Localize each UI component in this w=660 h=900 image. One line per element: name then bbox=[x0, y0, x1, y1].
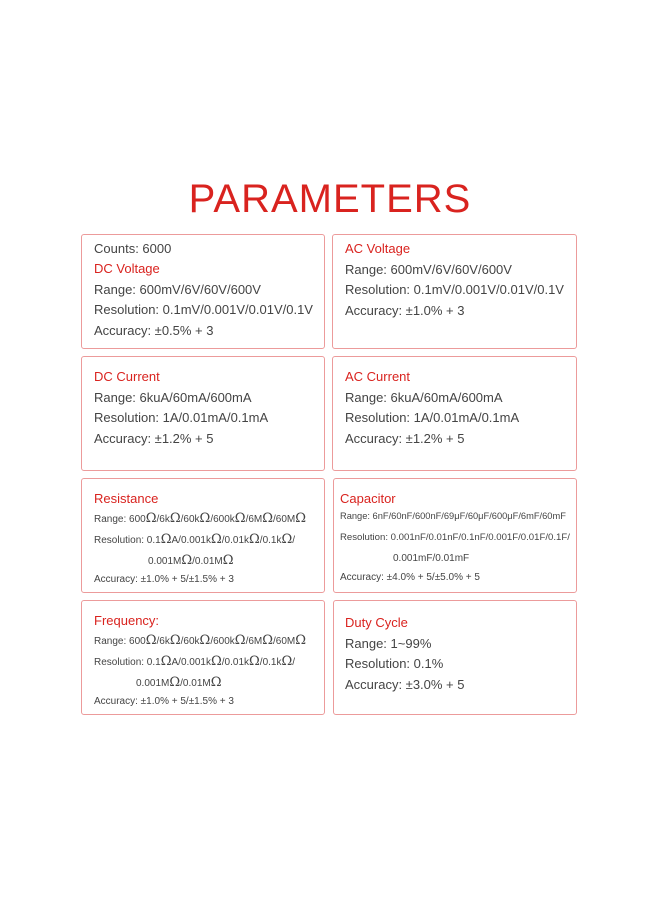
counts-text: Counts: 6000 bbox=[94, 241, 172, 256]
ac-current-range: Range: 6kuA/60mA/600mA bbox=[345, 390, 503, 405]
duty-cycle-range: Range: 1~99% bbox=[345, 636, 432, 651]
ohm-icon: Ω bbox=[169, 511, 181, 526]
ohm-icon: Ω bbox=[145, 633, 157, 648]
dc-voltage-card bbox=[81, 234, 325, 349]
ac-current-heading: AC Current bbox=[345, 369, 411, 384]
capacitor-accuracy: Accuracy: ±4.0% + 5/±5.0% + 5 bbox=[340, 572, 480, 583]
capacitor-resolution-2: 0.001mF/0.01mF bbox=[393, 553, 470, 564]
dc-current-range: Range: 6kuA/60mA/600mA bbox=[94, 390, 252, 405]
ohm-icon: Ω bbox=[210, 532, 222, 547]
ohm-icon: Ω bbox=[234, 633, 246, 648]
capacitor-heading: Capacitor bbox=[340, 491, 396, 506]
resistance-card bbox=[81, 478, 325, 593]
dc-voltage-heading: DC Voltage bbox=[94, 261, 160, 276]
frequency-range: Range: 600Ω/6kΩ/60kΩ/600kΩ/6MΩ/60MΩ bbox=[94, 633, 307, 648]
ohm-icon: Ω bbox=[160, 654, 172, 669]
dc-current-accuracy: Accuracy: ±1.2% + 5 bbox=[94, 431, 214, 446]
duty-cycle-card bbox=[333, 600, 577, 715]
capacitor-range: Range: 6nF/60nF/600nF/69μF/60μF/600μF/6mF/60mF bbox=[340, 511, 566, 521]
duty-cycle-heading: Duty Cycle bbox=[345, 615, 408, 630]
frequency-heading: Frequency: bbox=[94, 613, 160, 628]
ac-current-accuracy: Accuracy: ±1.2% + 5 bbox=[345, 431, 465, 446]
ac-voltage-card bbox=[332, 234, 577, 349]
dc-current-heading: DC Current bbox=[94, 369, 160, 384]
ac-voltage-resolution: Resolution: 0.1mV/0.001V/0.01V/0.1V bbox=[345, 282, 564, 297]
ohm-icon: Ω bbox=[145, 511, 157, 526]
ac-current-card bbox=[332, 356, 577, 471]
ohm-icon: Ω bbox=[199, 511, 211, 526]
ohm-icon: Ω bbox=[210, 675, 222, 690]
ohm-icon: Ω bbox=[181, 553, 193, 568]
ohm-icon: Ω bbox=[249, 532, 260, 547]
duty-cycle-accuracy: Accuracy: ±3.0% + 5 bbox=[345, 677, 465, 692]
ac-voltage-accuracy: Accuracy: ±1.0% + 3 bbox=[345, 303, 465, 318]
ohm-icon: Ω bbox=[295, 511, 307, 526]
ohm-icon: Ω bbox=[262, 633, 274, 648]
ohm-icon: Ω bbox=[262, 511, 274, 526]
frequency-resolution-2: 0.001MΩ/0.01MΩ bbox=[136, 675, 222, 690]
ohm-icon: Ω bbox=[199, 633, 211, 648]
frequency-resolution-1: Resolution: 0.1ΩA/0.001kΩ/0.01kΩ/0.1kΩ/ bbox=[94, 654, 296, 669]
ohm-icon: Ω bbox=[210, 654, 222, 669]
ohm-icon: Ω bbox=[281, 654, 293, 669]
ohm-icon: Ω bbox=[281, 532, 293, 547]
frequency-card bbox=[81, 600, 325, 715]
resistance-range: Range: 600Ω/6kΩ/60kΩ/600kΩ/6MΩ/60MΩ bbox=[94, 511, 307, 526]
resistance-heading: Resistance bbox=[94, 491, 159, 506]
ohm-icon: Ω bbox=[222, 553, 234, 568]
ohm-icon: Ω bbox=[234, 511, 246, 526]
dc-current-card bbox=[81, 356, 325, 471]
resistance-accuracy: Accuracy: ±1.0% + 5/±1.5% + 3 bbox=[94, 574, 234, 585]
ohm-icon: Ω bbox=[249, 654, 260, 669]
resistance-resolution-1: Resolution: 0.1ΩA/0.001kΩ/0.01kΩ/0.1kΩ/ bbox=[94, 532, 296, 547]
resistance-resolution-2: 0.001MΩ/0.01MΩ bbox=[148, 553, 234, 568]
ohm-icon: Ω bbox=[169, 675, 181, 690]
dc-voltage-range: Range: 600mV/6V/60V/600V bbox=[94, 282, 261, 297]
duty-cycle-resolution: Resolution: 0.1% bbox=[345, 656, 444, 671]
ohm-icon: Ω bbox=[160, 532, 172, 547]
capacitor-card bbox=[333, 478, 577, 593]
dc-voltage-accuracy: Accuracy: ±0.5% + 3 bbox=[94, 323, 214, 338]
page-title: PARAMETERS bbox=[188, 177, 472, 221]
dc-voltage-resolution: Resolution: 0.1mV/0.001V/0.01V/0.1V bbox=[94, 302, 313, 317]
capacitor-resolution-1: Resolution: 0.001nF/0.01nF/0.1nF/0.001F/0.01F/0.1F/ bbox=[340, 532, 570, 543]
frequency-accuracy: Accuracy: ±1.0% + 5/±1.5% + 3 bbox=[94, 696, 234, 707]
ac-voltage-heading: AC Voltage bbox=[345, 241, 411, 256]
ac-current-resolution: Resolution: 1A/0.01mA/0.1mA bbox=[345, 410, 520, 425]
ac-voltage-range: Range: 600mV/6V/60V/600V bbox=[345, 262, 512, 277]
ohm-icon: Ω bbox=[295, 633, 307, 648]
ohm-icon: Ω bbox=[169, 633, 181, 648]
dc-current-resolution: Resolution: 1A/0.01mA/0.1mA bbox=[94, 410, 269, 425]
